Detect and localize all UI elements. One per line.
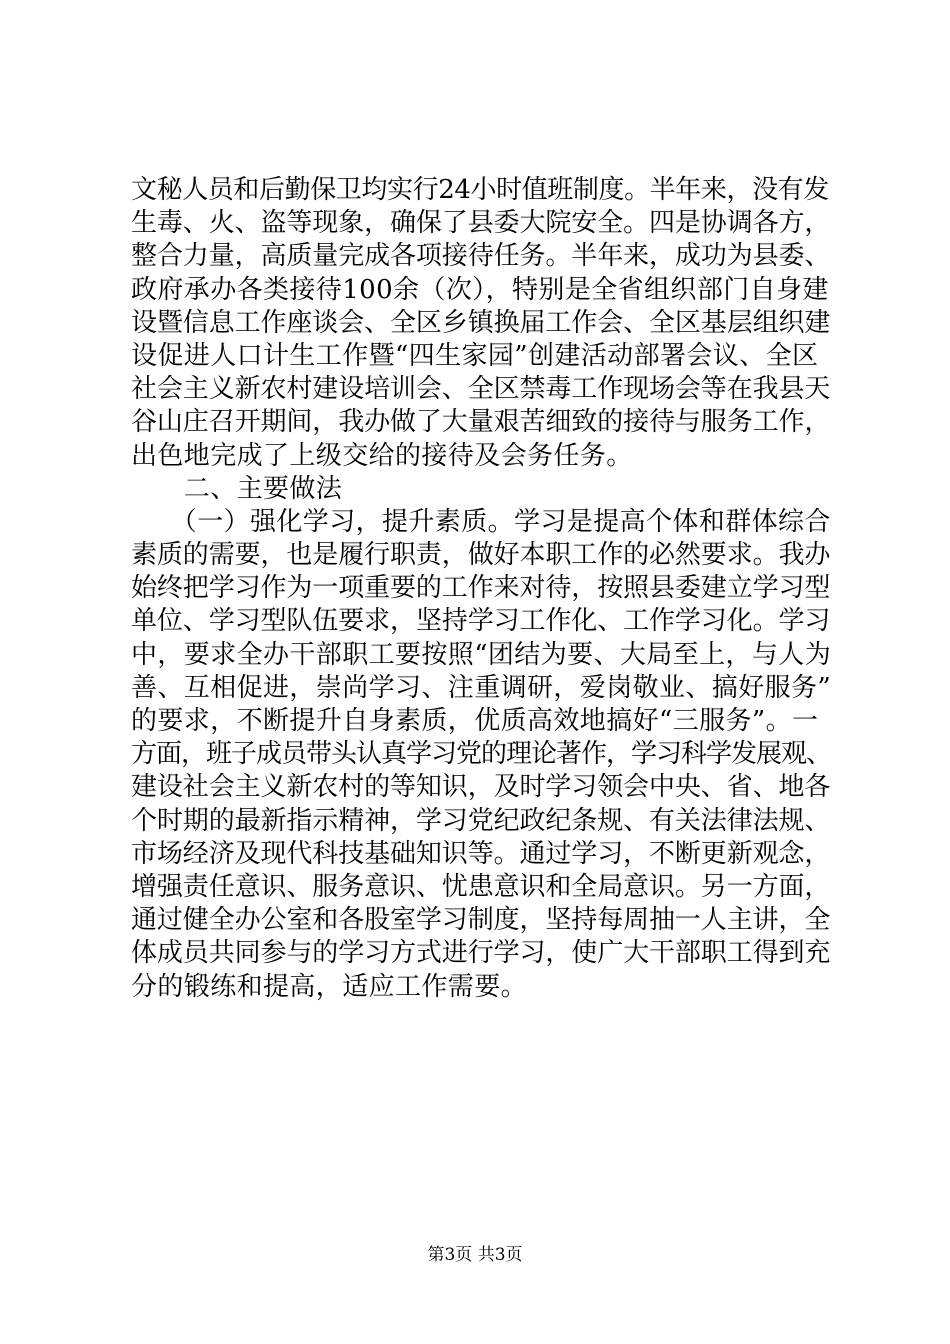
- text-line: 生毒、火、盗等现象，确保了县委大院安全。四是协调各方，: [131, 208, 831, 239]
- text-line: 善、互相促进，崇尚学习、注重调研，爱岗敬业、搞好服务”: [131, 672, 832, 703]
- text-line: 谷山庄召开期间，我办做了大量艰苦细致的接待与服务工作，: [131, 407, 831, 438]
- text-line: 的要求，不断提升自身素质，优质高效地搞好“三服务”。一: [131, 706, 819, 736]
- text-line: 出色地完成了上级交给的接待及会务任务。: [131, 440, 633, 471]
- text-line: 增强责任意识、服务意识、忧患意识和全局意识。另一方面，: [131, 871, 831, 902]
- text-line: 设暨信息工作座谈会、全区乡镇换届工作会、全区基层组织建: [131, 307, 831, 338]
- text-line: 政府承办各类接待100余（次），特别是全省组织部门自身建: [131, 274, 829, 305]
- text-line: 整合力量，高质量完成各项接待任务。半年来，成功为县委、: [131, 241, 831, 272]
- document-body: [131, 174, 831, 1004]
- text-line: 单位、学习型队伍要求，坚持学习工作化、工作学习化。学习: [131, 606, 831, 637]
- text-line: 体成员共同参与的学习方式进行学习，使广大干部职工得到充: [131, 938, 831, 969]
- subsection-heading-line: （一）强化学习，提升素质。学习是提高个体和群体综合: [131, 506, 831, 537]
- page-number-footer: 第3页 共3页: [427, 1245, 523, 1265]
- text-line: 方面，班子成员带头认真学习党的理论著作，学习科学发展观、: [131, 739, 832, 770]
- text-line: 市场经济及现代科技基础知识等。通过学习，不断更新观念，: [131, 838, 831, 869]
- text-line: 始终把学习作为一项重要的工作来对待，按照县委建立学习型: [131, 573, 831, 604]
- text-line: 分的锻练和提高，适应工作需要。: [131, 971, 528, 1002]
- text-line: 素质的需要，也是履行职责，做好本职工作的必然要求。我办: [131, 540, 831, 571]
- text-line: 个时期的最新指示精神，学习党纪政纪条规、有关法律法规、: [131, 805, 831, 836]
- text-line: 社会主义新农村建设培训会、全区禁毒工作现场会等在我县天: [131, 374, 831, 405]
- text-line: 文秘人员和后勤保卫均实行24小时值班制度。半年来，没有发: [131, 175, 829, 205]
- text-line: 设促进人口计生工作暨“四生家园”创建活动部署会议、全区: [131, 340, 819, 371]
- text-line: 中，要求全办干部职工要按照“团结为要、大局至上，与人为: [131, 639, 832, 670]
- section-heading: 二、主要做法: [131, 473, 343, 504]
- text-line: 建设社会主义新农村的等知识，及时学习领会中央、省、地各: [131, 772, 831, 803]
- text-line: 通过健全办公室和各股室学习制度，坚持每周抽一人主讲，全: [131, 905, 831, 936]
